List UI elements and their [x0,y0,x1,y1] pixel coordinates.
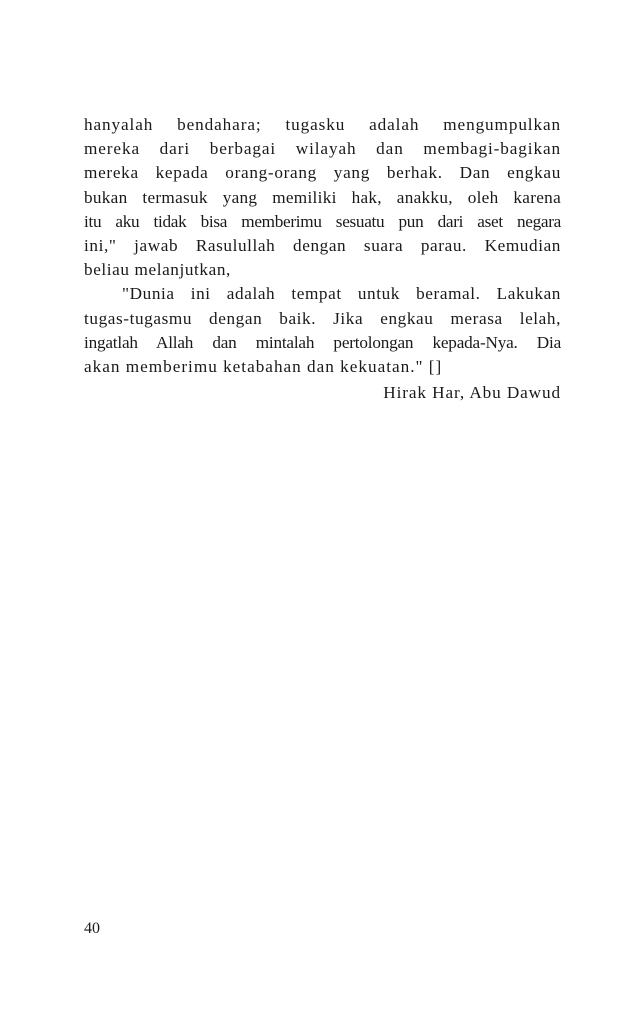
paragraph-1-line-7: beliau melanjutkan, [84,260,231,280]
paragraph-2-line-2: tugas-tugasmu dengan baik. Jika engkau merasa lelah, [84,308,561,328]
paragraph-1-line-5: itu aku tidak bisa memberimu sesuatu pun dari aset negara [84,211,561,231]
paragraph-2-line-4: akan memberimu ketabahan dan kekuatan." [] [84,356,443,376]
paragraph-2-line-1: "Dunia ini adalah tempat untuk beramal. Lakukan [122,284,561,304]
paragraph-1-line-4: bukan termasuk yang memiliki hak, anakku, oleh karena [84,187,561,207]
paragraph-1-line-6: ini," jawab Rasulullah dengan suara parau. Kemudian [84,235,561,255]
body-text [84,113,561,379]
paragraph-2-line-3: ingatlah Allah dan mintalah pertolongan kepada-Nya. Dia [84,332,561,352]
paragraph-1-line-2: mereka dari berbagai wilayah dan membagi-bagikan [84,139,561,159]
paragraph-1-line-1: hanyalah bendahara; tugasku adalah mengumpulkan [84,115,561,134]
paragraph-1-line-3: mereka kepada orang-orang yang berhak. Dan engkau [84,163,561,183]
source-attribution: Hirak Har, Abu Dawud [383,383,561,402]
page-number: 40 [84,920,100,937]
